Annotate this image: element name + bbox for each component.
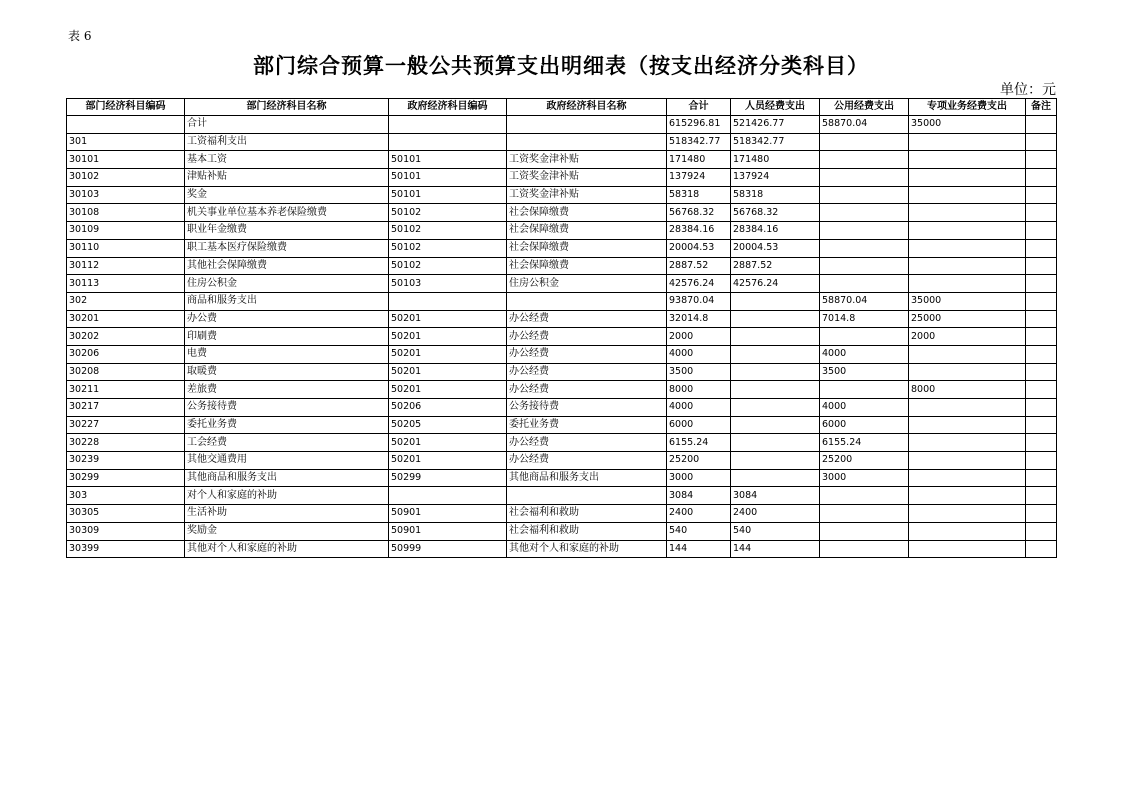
total-cell: 8000 [667,381,731,399]
gov-code-cell: 50201 [389,434,507,452]
gov-name-cell: 其他商品和服务支出 [507,469,667,487]
gov-name-cell: 社会保障缴费 [507,222,667,240]
public-cell [820,522,909,540]
special-cell [909,222,1026,240]
dept-code-cell: 30206 [67,345,185,363]
personnel-cell: 137924 [731,169,820,187]
total-cell: 6155.24 [667,434,731,452]
gov-code-cell: 50299 [389,469,507,487]
gov-code-cell: 50102 [389,239,507,257]
personnel-cell [731,363,820,381]
total-cell: 56768.32 [667,204,731,222]
column-header: 公用经费支出 [820,99,909,116]
public-cell [820,275,909,293]
special-cell: 2000 [909,328,1026,346]
dept-code-cell: 30108 [67,204,185,222]
note-cell [1026,505,1057,523]
total-cell: 615296.81 [667,116,731,134]
note-cell [1026,133,1057,151]
personnel-cell: 3084 [731,487,820,505]
column-header: 备注 [1026,99,1057,116]
gov-code-cell: 50101 [389,169,507,187]
table-row [67,310,1057,328]
special-cell [909,399,1026,417]
total-cell: 3000 [667,469,731,487]
personnel-cell: 56768.32 [731,204,820,222]
table-row [67,116,1057,134]
dept-code-cell: 30110 [67,239,185,257]
gov-name-cell: 办公经费 [507,328,667,346]
note-cell [1026,522,1057,540]
table-row [67,399,1057,417]
total-cell: 2887.52 [667,257,731,275]
public-cell: 7014.8 [820,310,909,328]
total-cell: 518342.77 [667,133,731,151]
dept-name-cell: 商品和服务支出 [185,292,389,310]
dept-name-cell: 合计 [185,116,389,134]
gov-code-cell: 50102 [389,222,507,240]
total-cell: 6000 [667,416,731,434]
dept-name-cell: 印刷费 [185,328,389,346]
public-cell [820,204,909,222]
special-cell [909,452,1026,470]
total-cell: 3500 [667,363,731,381]
special-cell [909,169,1026,187]
special-cell: 8000 [909,381,1026,399]
personnel-cell [731,399,820,417]
table-row [67,434,1057,452]
total-cell: 3084 [667,487,731,505]
public-cell [820,133,909,151]
personnel-cell [731,416,820,434]
personnel-cell [731,434,820,452]
dept-code-cell: 30305 [67,505,185,523]
public-cell: 4000 [820,345,909,363]
gov-code-cell [389,292,507,310]
table-row [67,257,1057,275]
total-cell: 4000 [667,399,731,417]
special-cell [909,133,1026,151]
column-header: 政府经济科目编码 [389,99,507,116]
dept-name-cell: 对个人和家庭的补助 [185,487,389,505]
note-cell [1026,328,1057,346]
personnel-cell: 58318 [731,186,820,204]
gov-code-cell: 50201 [389,363,507,381]
total-cell: 2000 [667,328,731,346]
dept-code-cell: 30102 [67,169,185,187]
total-cell: 4000 [667,345,731,363]
dept-code-cell: 302 [67,292,185,310]
table-row [67,416,1057,434]
note-cell [1026,363,1057,381]
gov-name-cell: 工资奖金津补贴 [507,151,667,169]
special-cell [909,239,1026,257]
note-cell [1026,204,1057,222]
personnel-cell: 2887.52 [731,257,820,275]
note-cell [1026,257,1057,275]
gov-name-cell: 办公经费 [507,434,667,452]
personnel-cell: 20004.53 [731,239,820,257]
dept-code-cell: 30239 [67,452,185,470]
special-cell [909,434,1026,452]
dept-code-cell: 30211 [67,381,185,399]
dept-code-cell: 30103 [67,186,185,204]
gov-name-cell: 办公经费 [507,345,667,363]
table-row [67,151,1057,169]
personnel-cell: 518342.77 [731,133,820,151]
personnel-cell [731,292,820,310]
note-cell [1026,292,1057,310]
public-cell: 3000 [820,469,909,487]
public-cell [820,257,909,275]
gov-name-cell [507,292,667,310]
table-row [67,222,1057,240]
personnel-cell [731,469,820,487]
total-cell: 42576.24 [667,275,731,293]
dept-code-cell: 30112 [67,257,185,275]
page-title: 部门综合预算一般公共预算支出明细表（按支出经济分类科目） [253,54,869,78]
note-cell [1026,310,1057,328]
public-cell: 6155.24 [820,434,909,452]
dept-code-cell: 30202 [67,328,185,346]
dept-code-cell: 30109 [67,222,185,240]
gov-code-cell: 50201 [389,452,507,470]
gov-name-cell: 办公经费 [507,452,667,470]
dept-name-cell: 奖金 [185,186,389,204]
special-cell [909,540,1026,558]
table-row [67,169,1057,187]
total-cell: 144 [667,540,731,558]
public-cell [820,169,909,187]
gov-name-cell [507,133,667,151]
gov-name-cell: 住房公积金 [507,275,667,293]
dept-code-cell: 303 [67,487,185,505]
gov-code-cell: 50999 [389,540,507,558]
gov-code-cell [389,116,507,134]
unit-label: 单位：元 [1000,82,1056,98]
dept-name-cell: 其他对个人和家庭的补助 [185,540,389,558]
column-header: 政府经济科目名称 [507,99,667,116]
dept-name-cell: 其他交通费用 [185,452,389,470]
personnel-cell: 540 [731,522,820,540]
dept-name-cell: 公务接待费 [185,399,389,417]
gov-name-cell: 办公经费 [507,381,667,399]
gov-code-cell: 50206 [389,399,507,417]
table-row [67,345,1057,363]
gov-code-cell: 50201 [389,310,507,328]
gov-name-cell: 工资奖金津补贴 [507,169,667,187]
gov-name-cell: 社会福利和救助 [507,505,667,523]
special-cell [909,487,1026,505]
gov-name-cell [507,487,667,505]
gov-name-cell: 工资奖金津补贴 [507,186,667,204]
table-row [67,381,1057,399]
note-cell [1026,239,1057,257]
public-cell [820,151,909,169]
public-cell: 58870.04 [820,292,909,310]
gov-code-cell: 50205 [389,416,507,434]
dept-code-cell [67,116,185,134]
personnel-cell: 171480 [731,151,820,169]
table-row [67,133,1057,151]
table-row [67,186,1057,204]
table-number: 表 6 [68,29,92,43]
gov-code-cell: 50101 [389,151,507,169]
table-row [67,239,1057,257]
dept-code-cell: 30227 [67,416,185,434]
dept-name-cell: 津贴补贴 [185,169,389,187]
gov-name-cell: 社会保障缴费 [507,239,667,257]
column-header: 人员经费支出 [731,99,820,116]
gov-code-cell [389,487,507,505]
public-cell [820,239,909,257]
public-cell [820,505,909,523]
gov-code-cell: 50103 [389,275,507,293]
total-cell: 25200 [667,452,731,470]
note-cell [1026,540,1057,558]
special-cell [909,257,1026,275]
dept-name-cell: 奖励金 [185,522,389,540]
special-cell [909,363,1026,381]
personnel-cell: 2400 [731,505,820,523]
total-cell: 540 [667,522,731,540]
special-cell: 25000 [909,310,1026,328]
table-row [67,328,1057,346]
note-cell [1026,169,1057,187]
table-row [67,540,1057,558]
gov-code-cell: 50201 [389,381,507,399]
gov-code-cell: 50201 [389,328,507,346]
gov-name-cell: 办公经费 [507,310,667,328]
dept-name-cell: 取暖费 [185,363,389,381]
dept-name-cell: 生活补助 [185,505,389,523]
dept-name-cell: 委托业务费 [185,416,389,434]
table-row [67,505,1057,523]
table-row [67,363,1057,381]
public-cell [820,487,909,505]
table-row [67,522,1057,540]
table-body [67,116,1057,558]
dept-code-cell: 30208 [67,363,185,381]
note-cell [1026,416,1057,434]
dept-name-cell: 职工基本医疗保险缴费 [185,239,389,257]
dept-code-cell: 30228 [67,434,185,452]
dept-name-cell: 其他商品和服务支出 [185,469,389,487]
gov-name-cell: 社会保障缴费 [507,204,667,222]
personnel-cell: 144 [731,540,820,558]
dept-code-cell: 30113 [67,275,185,293]
dept-name-cell: 电费 [185,345,389,363]
dept-code-cell: 30201 [67,310,185,328]
gov-code-cell: 50102 [389,257,507,275]
gov-code-cell: 50102 [389,204,507,222]
special-cell [909,151,1026,169]
public-cell [820,222,909,240]
total-cell: 93870.04 [667,292,731,310]
column-header: 部门经济科目编码 [67,99,185,116]
public-cell [820,186,909,204]
public-cell [820,328,909,346]
public-cell: 58870.04 [820,116,909,134]
special-cell [909,522,1026,540]
special-cell [909,469,1026,487]
table-row [67,292,1057,310]
gov-name-cell: 办公经费 [507,363,667,381]
gov-code-cell [389,133,507,151]
personnel-cell [731,381,820,399]
gov-name-cell [507,116,667,134]
note-cell [1026,452,1057,470]
dept-name-cell: 工会经费 [185,434,389,452]
note-cell [1026,275,1057,293]
public-cell: 3500 [820,363,909,381]
column-header: 部门经济科目名称 [185,99,389,116]
total-cell: 58318 [667,186,731,204]
note-cell [1026,469,1057,487]
budget-table [66,98,1057,558]
total-cell: 32014.8 [667,310,731,328]
public-cell [820,381,909,399]
special-cell: 35000 [909,292,1026,310]
column-header: 专项业务经费支出 [909,99,1026,116]
note-cell [1026,487,1057,505]
gov-code-cell: 50901 [389,522,507,540]
dept-name-cell: 工资福利支出 [185,133,389,151]
dept-code-cell: 30101 [67,151,185,169]
table-row [67,275,1057,293]
table-header-row [67,99,1057,116]
note-cell [1026,399,1057,417]
public-cell: 6000 [820,416,909,434]
dept-name-cell: 其他社会保障缴费 [185,257,389,275]
dept-name-cell: 基本工资 [185,151,389,169]
gov-code-cell: 50201 [389,345,507,363]
personnel-cell [731,345,820,363]
special-cell: 35000 [909,116,1026,134]
personnel-cell: 28384.16 [731,222,820,240]
dept-code-cell: 30299 [67,469,185,487]
special-cell [909,186,1026,204]
personnel-cell: 521426.77 [731,116,820,134]
gov-name-cell: 其他对个人和家庭的补助 [507,540,667,558]
total-cell: 28384.16 [667,222,731,240]
dept-name-cell: 办公费 [185,310,389,328]
note-cell [1026,345,1057,363]
table-row [67,487,1057,505]
gov-name-cell: 委托业务费 [507,416,667,434]
table-row [67,452,1057,470]
personnel-cell [731,328,820,346]
special-cell [909,416,1026,434]
special-cell [909,505,1026,523]
public-cell [820,540,909,558]
table-row [67,469,1057,487]
column-header: 合计 [667,99,731,116]
gov-name-cell: 社会福利和救助 [507,522,667,540]
public-cell: 25200 [820,452,909,470]
dept-code-cell: 30309 [67,522,185,540]
dept-name-cell: 机关事业单位基本养老保险缴费 [185,204,389,222]
dept-code-cell: 30217 [67,399,185,417]
gov-code-cell: 50101 [389,186,507,204]
special-cell [909,204,1026,222]
dept-code-cell: 301 [67,133,185,151]
total-cell: 137924 [667,169,731,187]
dept-name-cell: 住房公积金 [185,275,389,293]
special-cell [909,275,1026,293]
gov-name-cell: 社会保障缴费 [507,257,667,275]
gov-name-cell: 公务接待费 [507,399,667,417]
personnel-cell: 42576.24 [731,275,820,293]
table-row [67,204,1057,222]
gov-code-cell: 50901 [389,505,507,523]
public-cell: 4000 [820,399,909,417]
note-cell [1026,186,1057,204]
note-cell [1026,116,1057,134]
total-cell: 2400 [667,505,731,523]
note-cell [1026,434,1057,452]
note-cell [1026,222,1057,240]
total-cell: 171480 [667,151,731,169]
note-cell [1026,151,1057,169]
personnel-cell [731,452,820,470]
special-cell [909,345,1026,363]
dept-name-cell: 职业年金缴费 [185,222,389,240]
note-cell [1026,381,1057,399]
dept-name-cell: 差旅费 [185,381,389,399]
personnel-cell [731,310,820,328]
dept-code-cell: 30399 [67,540,185,558]
total-cell: 20004.53 [667,239,731,257]
